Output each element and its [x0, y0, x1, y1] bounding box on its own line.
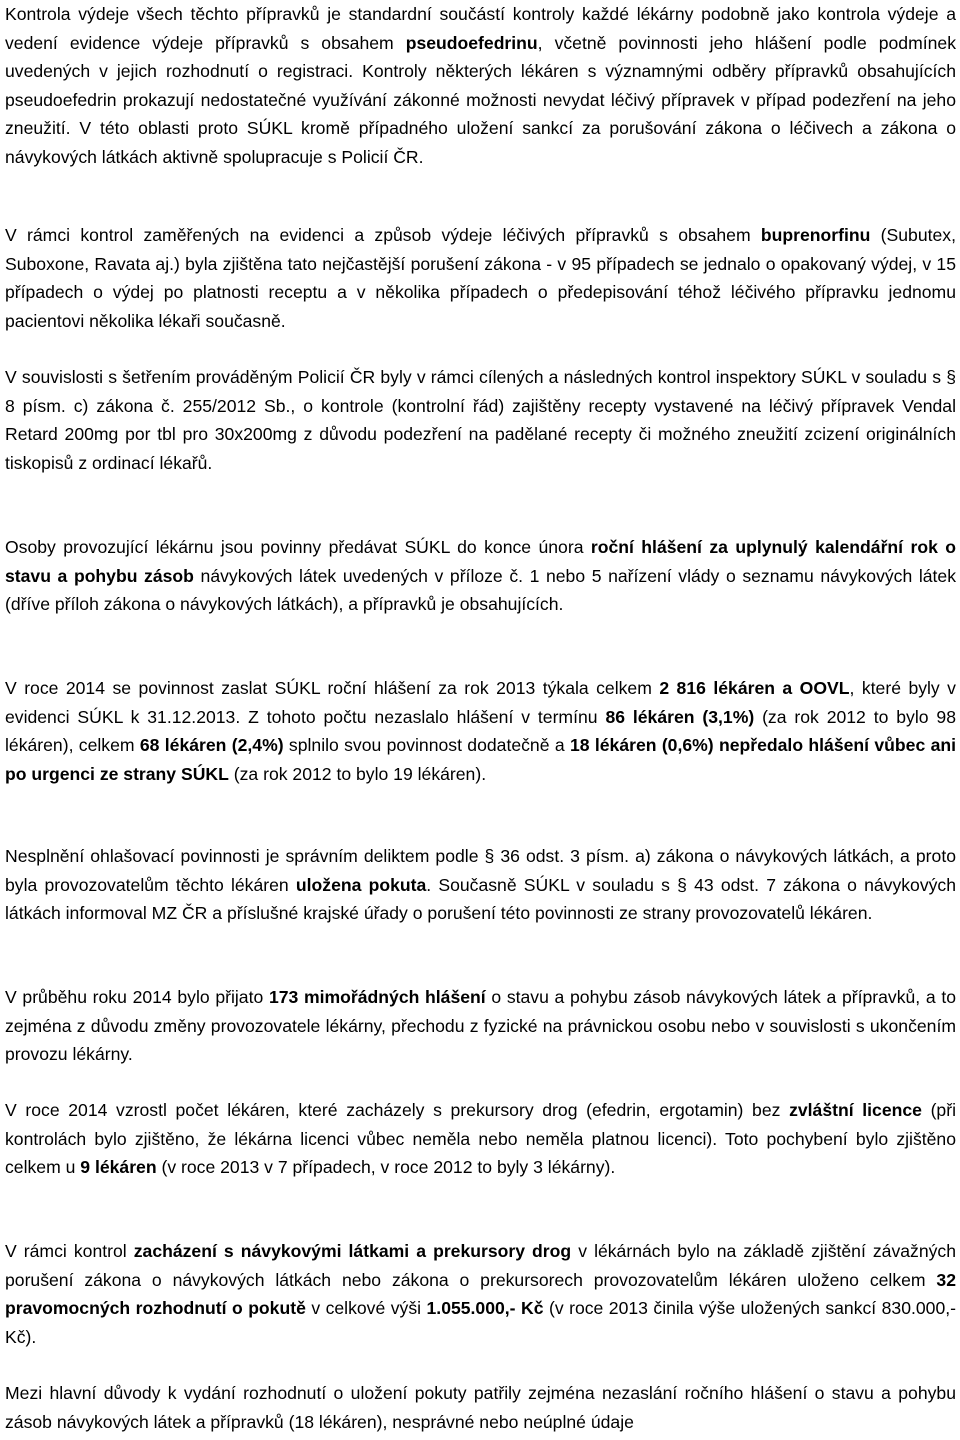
text-run: V roce 2014 se povinnost zaslat SÚKL roční hlášení za rok 2013 týkala celkem — [5, 678, 660, 698]
paragraph-policie-recepty — [5, 363, 956, 477]
text-run-bold: 173 mimořádných hlášení — [268, 987, 486, 1007]
text-run-bold: 32 pravomocných rozhodnutí o pokutě — [5, 1269, 956, 1318]
paragraph-statistika-2014 — [5, 674, 956, 788]
text-run: , včetně povinnosti jeho hlášení podle podmínek uvedených v jejich rozhodnutí o registraci. Kontroly některých lékáren s významnými odběry přípravků obsahujících pseudoefedrin prokazují nedostatečné využívání zákonné možnosti nevydat léčivý přípravek v případ podezření na jeho zneužití. V této oblasti proto SÚKL kromě případného uložení sankcí za porušování zákona o léčivech a zákona o návykových látkách aktivně spolupracuje s Policií ČR. — [5, 32, 956, 167]
paragraph-buprenorfin — [5, 221, 956, 335]
text-run: V roce 2014 vzrostl počet lékáren, které zacházely s prekursory drog (efedrin, ergotamin) bez — [5, 1100, 790, 1120]
text-run: , které byly v evidenci SÚKL k 31.12.2013. Z tohoto počtu nezaslalo hlášení v termínu — [5, 678, 956, 727]
text-run: Mezi hlavní důvody k vydání rozhodnutí o uložení pokuty patřily zejména nezaslání ročního hlášení o stavu a pohybu zásob návykových látek a přípravků (18 lékáren), nesprávné nebo neúplné údaje — [5, 1383, 956, 1432]
text-run-bold: uložena pokuta — [295, 874, 427, 895]
text-run: V souvislosti s šetřením prováděným Policií ČR byly v rámci cílených a následných kontrol inspektory SÚKL v souladu s § 8 písm. c) zákona č. 255/2012 Sb., o kontrole (kontrolní řád) zajištěny recepty vystavené na léčivý přípravek Vendal Retard 200mg por tbl pro 30x200mg z důvodu podezření na padělané recepty či možného zneužití zcizení originálních tiskopisů z ordinací lékařů. — [5, 367, 956, 473]
text-run-bold: 68 lékáren (2,4%) — [139, 735, 284, 755]
paragraph-mimoradna-hlaseni — [5, 983, 956, 1069]
text-run-bold: 9 lékáren — [80, 1157, 157, 1177]
text-run-bold: zvláštní licence — [789, 1100, 922, 1120]
text-run: (v roce 2013 činila výše uložených sankcí 830.000,- Kč). — [5, 1298, 956, 1347]
text-run: (za rok 2012 to bylo 19 lékáren). — [228, 763, 487, 784]
text-run-bold: 18 lékáren (0,6%) nepředalo hlášení vůbec ani po urgenci ze strany SÚKL — [5, 735, 956, 784]
text-run: v celkové výši — [305, 1298, 427, 1318]
text-run-bold: 2 816 lékáren a OOVL — [659, 678, 850, 698]
paragraph-spravni-delikt — [5, 842, 956, 928]
text-run: Osoby provozující lékárnu jsou povinny předávat SÚKL do konce února — [5, 537, 591, 557]
text-run: V průběhu roku 2014 bylo přijato — [5, 987, 269, 1007]
text-run: (Subutex, Suboxone, Ravata aj.) byla zjištěna tato nejčastější porušení zákona - v 95 případech se jednalo o opakovaný výdej, v 15 případech o výdej po platnosti receptu a v několika případech o předepisování téhož léčivého přípravku jednomu pacientovi několika lékaři současně. — [5, 225, 956, 331]
text-run: splnilo svou povinnost dodatečně a — [283, 735, 570, 755]
text-run-bold: zacházení s návykovými látkami a prekursory drog — [133, 1241, 572, 1261]
text-run: Kontrola výdeje všech těchto přípravků je standardní součástí kontroly každé lékárny podobně jako kontrola výdeje a vedení evidence výdeje přípravků s obsahem — [5, 4, 956, 53]
text-run-bold: buprenorfinu — [760, 225, 871, 245]
text-run: (za rok 2012 to bylo 98 lékáren), celkem — [5, 706, 956, 755]
paragraph-rocni-hlaseni — [5, 533, 956, 619]
text-run: Nesplnění ohlašovací povinnosti je správním deliktem podle § 36 odst. 3 písm. a) zákona o návykových látkách, a proto byla provozovatelům těchto lékáren — [5, 846, 956, 895]
paragraph-pokuty — [5, 1237, 956, 1351]
text-run-bold: pseudoefedrinu — [405, 32, 538, 53]
text-run: . Současně SÚKL v souladu s § 43 odst. 7 zákona o návykových látkách informoval MZ ČR a příslušné krajské úřady o porušení této povinnosti ze strany provozovatelů lékáren. — [5, 874, 956, 923]
text-run: o stavu a pohybu zásob návykových látek a přípravků, a to zejména z důvodu změny provozovatele lékárny, přechodu z fyzické na právnickou osobu nebo v souvislosti s ukončením provozu lékárny. — [5, 987, 956, 1064]
text-run: (při kontrolách bylo zjištěno, že lékárna licenci vůbec neměla nebo neměla platnou licenci). Toto pochybení bylo zjištěno celkem u — [5, 1100, 956, 1177]
text-run-bold: roční hlášení za uplynulý kalendářní rok o stavu a pohybu zásob — [5, 537, 957, 586]
text-run: (v roce 2013 v 7 případech, v roce 2012 to byly 3 lékárny). — [156, 1157, 616, 1177]
text-run: v lékárnách bylo na základě zjištění závažných porušení zákona o návykových látkách nebo zákona o prekursorech provozovatelům lékáren uloženo celkem — [5, 1241, 957, 1290]
text-run: V rámci kontrol — [5, 1241, 134, 1261]
text-run-bold: 86 lékáren (3,1%) — [605, 706, 755, 727]
paragraph-prekursory-licence — [5, 1096, 956, 1182]
text-run: V rámci kontrol zaměřených na evidenci a způsob výdeje léčivých přípravků s obsahem — [5, 225, 761, 245]
text-run-bold: 1.055.000,- Kč — [426, 1298, 544, 1318]
paragraph-duvody-pokut — [5, 1379, 956, 1436]
paragraph-pseudoefedrin — [5, 0, 956, 171]
text-run: návykových látek uvedených v příloze č. 1 nebo 5 nařízení vlády o seznamu návykových látek (dříve příloh zákona o návykových látkách), a přípravků je obsahujících. — [5, 565, 957, 614]
